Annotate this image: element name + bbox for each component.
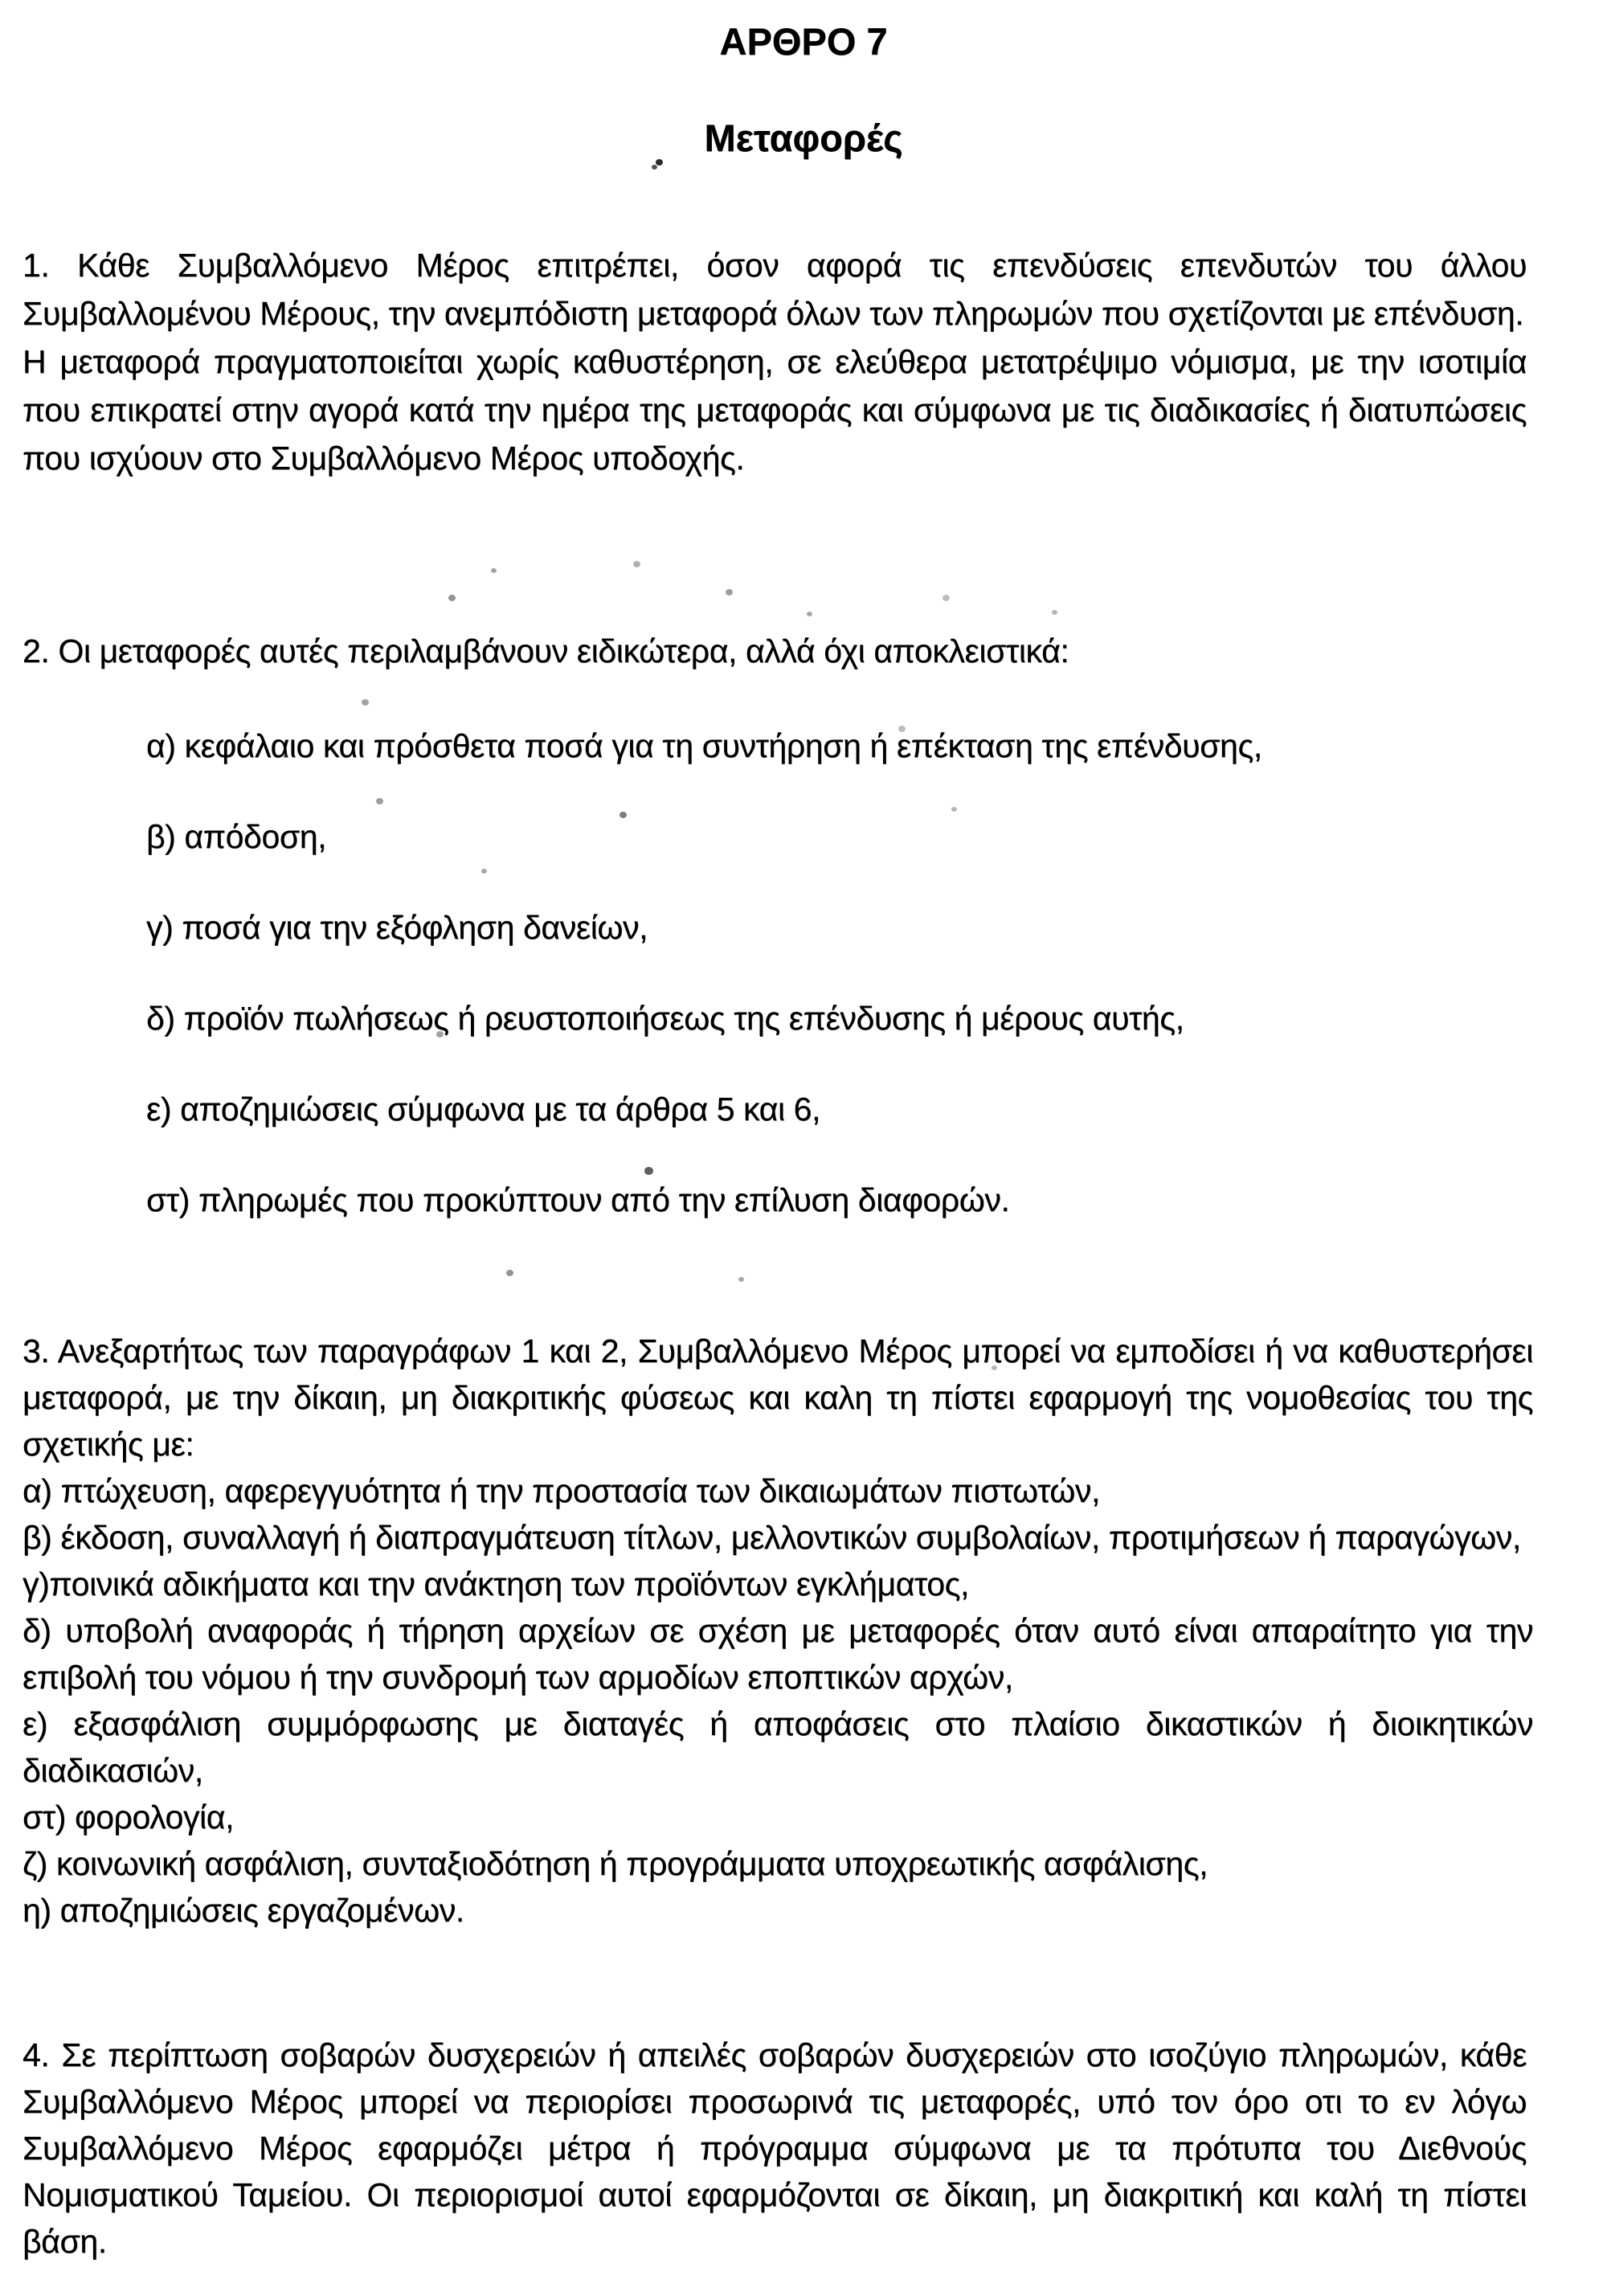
scan-noise-speckles xyxy=(0,0,4,3)
list-item: δ) προϊόν πωλήσεως ή ρευστοποιήσεως της επένδυσης ή μέρους αυτής, xyxy=(146,1000,1184,1037)
list-item: γ) ποσά για την εξόφληση δανείων, xyxy=(146,909,648,946)
paragraph-2-intro: 2. Οι μεταφορές αυτές περιλαμβάνουν ειδικώτερα, αλλά όχι αποκλειστικά: xyxy=(22,632,1069,669)
list-item: ε) αποζημιώσεις σύμφωνα με τα άρθρα 5 και 6, xyxy=(146,1091,821,1128)
list-item: γ)ποινικά αδικήματα και την ανάκτηση των προϊόντων εγκλήματος, xyxy=(22,1565,969,1602)
list-item: στ) πληρωμές που προκύπτουν από την επίλυση διαφορών. xyxy=(146,1181,1010,1218)
paragraph-1-text-1: 1. Κάθε Συμβαλλόμενο Μέρος επιτρέπει, όσον αφορά τις επενδύσεις επενδυτών του άλλου Συμβαλλομένου Μέρους, την ανεμπόδιστη μεταφορά όλων των πληρωμών που σχετίζονται με επένδυση. xyxy=(22,247,1527,332)
paragraph-3-intro: 3. Ανεξαρτήτως των παραγράφων 1 και 2, Συμβαλλόμενο Μέρος μπορεί να εμποδίσει ή να καθυστερήσει μεταφορά, με την δίκαιη, μη διακριτικής φύσεως και καλη τη πίστει εφαρμογή της νομοθεσίας του της σχετικής με: xyxy=(22,1332,1533,1463)
list-item: ε) εξασφάλιση συμμόρφωσης με διαταγές ή αποφάσεις στο πλαίσιο δικαστικών ή διοικητικών διαδικασιών, xyxy=(22,1705,1533,1789)
paragraph-2-items-list xyxy=(146,722,1528,1267)
paragraph-3 xyxy=(22,1328,1533,1934)
paragraph-1-text-2: Η μεταφορά πραγματοποιείται χωρίς καθυστέρηση, σε ελεύθερα μετατρέψιμο νόμισμα, με την ισοτιμία που επικρατεί στην αγορά κατά την ημέρα της μεταφοράς και σύμφωνα με τις διαδικασίες ή διατυπώσεις που ισχύουν στο Συμβαλλόμενο Μέρος υποδοχής. xyxy=(22,343,1527,477)
list-item: στ) φορολογία, xyxy=(22,1799,235,1836)
list-item: α) κεφάλαιο και πρόσθετα ποσά για τη συντήρηση ή επέκταση της επένδυσης, xyxy=(146,727,1262,764)
list-item: δ) υποβολή αναφοράς ή τήρηση αρχείων σε σχέση με μεταφορές όταν αυτό είναι απαραίτητο για την επιβολή του νόμου ή την συνδρομή των αρμοδίων εποπτικών αρχών, xyxy=(22,1612,1533,1696)
list-item: β) έκδοση, συναλλαγή ή διαπραγμάτευση τίτλων, μελλοντικών συμβολαίων, προτιμήσεων ή παραγώγων, xyxy=(22,1519,1521,1556)
paragraph-4: 4. Σε περίπτωση σοβαρών δυσχερειών ή απειλές σοβαρών δυσχερειών στο ισοζύγιο πληρωμών, κάθε Συμβαλλόμενο Μέρος μπορεί να περιορίσει προσωρινά τις μεταφορές, υπό τον όρο οτι το εν λόγω Συμβαλλόμενο Μέρος εφαρμόζει μέτρα ή πρόγραμμα σύμφωνα με τα πρότυπα του Διεθνούς Νομισματικού Ταμείου. Οι περιορισμοί αυτοί εφαρμόζονται σε δίκαιη, μη διακριτική και καλή τη πίστει βάση. xyxy=(22,2036,1527,2260)
article-title: Μεταφορές xyxy=(704,117,903,159)
list-item: η) αποζημιώσεις εργαζομένων. xyxy=(22,1892,464,1929)
paragraph-1 xyxy=(22,241,1527,482)
article-number-heading: ΑΡΘΡΟ 7 xyxy=(719,20,888,63)
list-item: β) απόδοση, xyxy=(146,818,327,855)
list-item: α) πτώχευση, αφερεγγυότητα ή την προστασία των δικαιωμάτων πιστωτών, xyxy=(22,1472,1100,1509)
list-item: ζ) κοινωνική ασφάλιση, συνταξιοδότηση ή προγράμματα υποχρεωτικής ασφάλισης, xyxy=(22,1845,1208,1882)
